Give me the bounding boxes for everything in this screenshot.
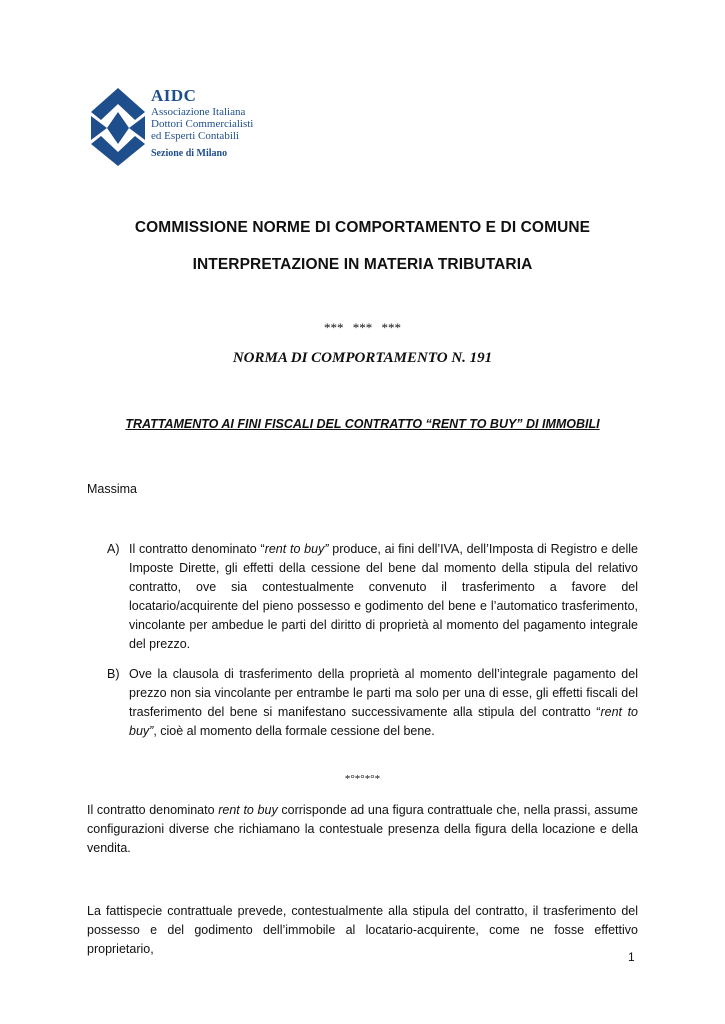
logo-line-1: Associazione Italiana bbox=[151, 106, 246, 118]
body-paragraph-1: Il contratto denominato rent to buy corrisponde ad una figura contrattuale che, nella prassi, assume configurazioni diverse che richiamano la contestuale presenza della figura della locazione e della vendita. bbox=[87, 803, 638, 855]
stars-separator: *** *** *** bbox=[324, 320, 401, 335]
body-paragraph-2: La fattispecie contrattuale prevede, contestualmente alla stipula del contratto, il trasferimento del possesso e del godimento dell’immobile al locatario-acquirente, come ne fosse effettivo proprietario, bbox=[87, 904, 638, 956]
logo-line-2: Dottori Commercialisti bbox=[151, 118, 254, 130]
logo-section: Sezione di Milano bbox=[151, 148, 228, 159]
aidc-emblem-icon bbox=[89, 86, 147, 166]
title-line-1: COMMISSIONE NORME DI COMPORTAMENTO E DI COMUNE bbox=[134, 219, 591, 236]
item-a-label: A) bbox=[107, 542, 120, 556]
logo-line-3: ed Esperti Contabili bbox=[151, 130, 239, 142]
title-line-2: INTERPRETAZIONE IN MATERIA TRIBUTARIA bbox=[192, 256, 533, 273]
massima-label: Massima bbox=[87, 482, 138, 496]
logo-name: AIDC bbox=[151, 86, 197, 105]
document-subject: TRATTAMENTO AI FINI FISCALI DEL CONTRATTO “RENT TO BUY” DI IMMOBILI bbox=[125, 417, 600, 431]
item-b-label: B) bbox=[107, 667, 120, 681]
norma-title: NORMA DI COMPORTAMENTO N. 191 bbox=[232, 350, 493, 366]
page-number: 1 bbox=[628, 950, 635, 964]
item-b-text: Ove la clausola di trasferimento della proprietà al momento dell’integrale pagamento del prezzo non sia vincolante per entrambe le parti ma solo per una di esse, gli effetti fiscali del trasferimento del bene si manifestano successivamente alla stipula del contratto “rent to buy”, cioè al momento della formale cessione del bene. bbox=[129, 667, 639, 738]
aidc-logo bbox=[89, 86, 289, 176]
section-separator: *°*°*°* bbox=[344, 773, 381, 785]
item-a-text: Il contratto denominato “rent to buy” produce, ai fini dell’IVA, dell’Imposta di Registro e delle Imposte Dirette, gli effetti della cessione del bene dal momento della stipula del relativo contratto, ove sia contestualmente convenuto il trasferimento a favore del locatario/acquirente del pieno possesso e godimento del bene e l’automatico trasferimento, vincolante per ambedue le parti del diritto di proprietà al momento del pagamento integrale del prezzo. bbox=[129, 542, 639, 651]
